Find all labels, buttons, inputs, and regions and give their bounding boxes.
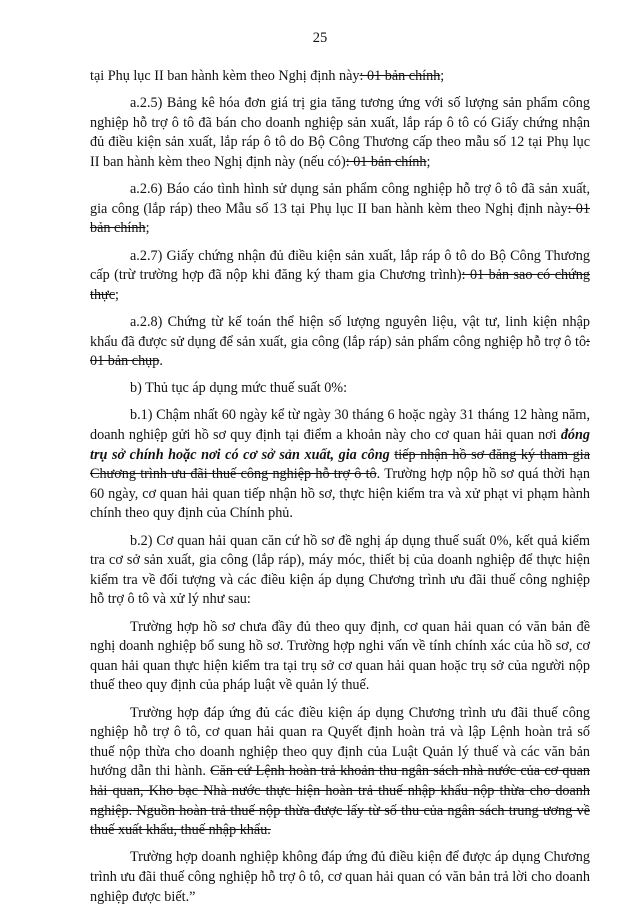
para-a-2-7 [90,247,590,306]
struck-text: Căn cứ Lệnh hoàn trả khoản thu ngân sách nhà nước của cơ quan hải quan, Kho bạc Nhà nước thực hiện hoàn trả thuế nhập khẩu nộp thừa cho doanh nghiệp. Nguồn hoàn trả thuế nộp thừa được lấy từ số thu của ngân sách trung ương về thuế xuất khẩu, thuế nhập khẩu. [90,763,590,839]
text-run: a.2.5) Bảng kê hóa đơn giá trị gia tăng tương ứng với số lượng sản phẩm công nghiệp hỗ trợ ô tô đã bán cho doanh nghiệp sản xuất, lắp ráp ô tô có Giấy chứng nhận đủ điều kiện sản xuất, lắp ráp ô tô do Bộ Công Thương cấp theo mẫu số 12 tại Phụ lục II ban hành kèm theo Nghị định này (nếu có) [90,95,590,170]
para-a-2-6 [90,180,590,239]
text-run: a.2.6) Báo cáo tình hình sử dụng sản phẩm công nghiệp hỗ trợ ô tô đã sản xuất, gia công (lắp ráp) theo Mẫu số 13 tại Phụ lục II ban hành kèm theo Nghị định này [90,181,590,217]
text-run: ; [426,153,431,170]
para-b-1 [90,406,590,524]
para-a-2-8 [90,313,590,372]
struck-text: : 01 bản sao có chứng thực [90,267,590,303]
text-run: Trường hợp đáp ứng đủ các điều kiện áp dụng Chương trình ưu đãi thuế công nghiệp hỗ trợ ô tô, cơ quan hải quan ra Quyết định hoàn trả và lập Lệnh hoàn trả số thuế nộp thừa cho doanh nghiệp theo quy định của Luật Quản lý thuế và các văn bản hướng dẫn thi hành. [90,704,590,780]
para-a-2-5 [90,94,590,172]
struck-text: tiếp nhận hồ sơ đăng ký tham gia Chương trình ưu đãi thuế công nghiệp hỗ trợ ô tô [90,446,590,483]
struck-text: : 01 bản chính [359,68,441,84]
struck-text: : 01 bản chính [90,200,590,237]
document-body [90,67,590,915]
text-run: ; [440,68,445,84]
para-continuation [90,67,590,87]
text-run: . [159,353,163,370]
para-incomplete [90,618,590,696]
text-run: Trường hợp hồ sơ chưa đầy đủ theo quy định, cơ quan hải quan có văn bản đề nghị doanh nghiệp bổ sung hồ sơ. Trường hợp nghi vấn về tính chính xác của hồ sơ, cơ quan hải quan thực hiện kiểm tra tại trụ sở cơ quan hải quan hoặc trụ sở của người nộp thuế theo quy định của pháp luật về quản lý thuế. [90,618,590,694]
struck-text: : 01 bản chính [345,153,427,170]
text-run: a.2.8) Chứng từ kế toán thể hiện số lượng nguyên liệu, vật tư, linh kiện nhập khẩu đã được sử dụng để sản xuất, gia công (lắp ráp) sản phẩm công nghiệp hỗ trợ ô tô [90,313,590,350]
text-run: b.2) Cơ quan hải quan căn cứ hồ sơ đề nghị áp dụng thuế suất 0%, kết quả kiểm tra cơ sở sản xuất, gia công (lắp ráp), máy móc, thiết bị của doanh nghiệp để thực hiện kiểm tra về đối tượng và các điều kiện áp dụng Chương trình ưu đãi thuế công nghiệp hỗ trợ ô tô và xử lý như sau: [90,532,590,608]
text-run: a.2.7) Giấy chứng nhận đủ điều kiện sản xuất, lắp ráp ô tô do Bộ Công Thương cấp (trừ trường hợp đã nộp khi đăng ký tham gia Chương trình) [90,247,590,284]
inserted-emphasis-text: đóng trụ sở chính hoặc nơi có cơ sở sản xuất, gia công [90,427,590,463]
text-run: b) Thủ tục áp dụng mức thuế suất 0%: [130,380,348,397]
text-run: b.1) Chậm nhất 60 ngày kể từ ngày 30 tháng 6 hoặc ngày 31 tháng 12 hàng năm, doanh nghiệp gửi hồ sơ quy định tại điểm a khoản này cho cơ quan hải quan nơi [90,407,590,444]
text-run: ; [145,220,150,237]
text-run: Trường hợp doanh nghiệp không đáp ứng đủ điều kiện để được áp dụng Chương trình ưu đãi thuế công nghiệp hỗ trợ ô tô, cơ quan hải quan có văn bản trả lời cho doanh nghiệp được biết.” [90,849,590,905]
para-ineligible [90,848,590,907]
text-run: . Trường hợp nộp hồ sơ quá thời hạn 60 ngày, cơ quan hải quan tiếp nhận hồ sơ, thực hiện kiểm tra và xử phạt vi phạm hành chính theo quy định của Chính phủ. [90,466,591,522]
text-run: ; [115,286,119,303]
para-b [90,379,590,399]
para-b-2 [90,532,590,610]
page-number: 25 [312,30,328,46]
struck-text: : 01 bản chụp [90,333,590,370]
para-eligible [90,704,590,841]
text-run: tại Phụ lục II ban hành kèm theo Nghị định này [90,68,360,84]
